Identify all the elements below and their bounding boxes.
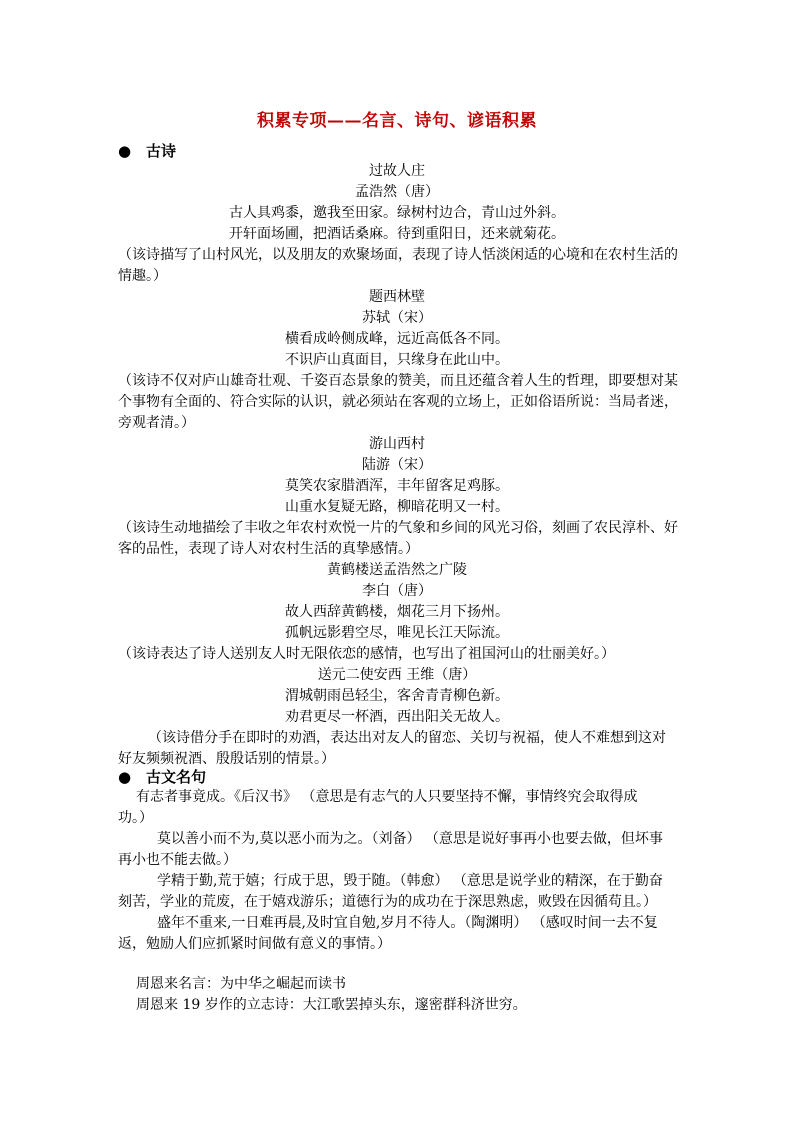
poem-line: 孤帆远影碧空尽，唯见长江天际流。 — [285, 625, 509, 641]
poem-note: （该诗借分手在即时的劝酒，表达出对友人的留恋、关切与祝福，使人不难想到这对 — [148, 730, 666, 746]
poem-title: 黄鹤楼送孟浩然之广陵 — [327, 562, 467, 578]
poem-title: 送元二使安西 王维（唐） — [317, 667, 477, 683]
poem-author: 李白（唐） — [362, 583, 432, 599]
bullet-icon: ● — [118, 142, 132, 160]
quote-line: 盛年不重来,一日难再晨,及时宜自勉,岁月不待人。（陶渊明） （感叹时间一去不复 — [157, 915, 658, 931]
poem-note: 情趣。） — [118, 268, 167, 284]
poem-title: 过故人庄 — [369, 163, 425, 179]
poem-note: 客的品性，表现了诗人对农村生活的真挚感情。） — [118, 541, 419, 557]
quote-line: 刻苦，学业的荒废，在于嬉戏游乐；道德行为的成功在于深思熟虑，败毁在因循苟且。） — [118, 894, 657, 910]
poem-line: 开轩面场圃，把酒话桑麻。待到重阳日，还来就菊花。 — [229, 226, 565, 242]
quote-line: 再小也不能去做。） — [118, 852, 237, 868]
section-heading-label: 古文名句 — [146, 768, 207, 786]
poem-author: 苏轼（宋） — [362, 310, 432, 326]
poem-author: 孟浩然（唐） — [355, 184, 439, 200]
poem-note: 个事物有全面的、符合实际的认识，就必须站在客观的立场上，正如俗语所说：当局者迷， — [118, 394, 678, 410]
poem-note: （该诗描写了山村风光，以及朋友的欢聚场面，表现了诗人恬淡闲适的心境和在农村生活的 — [118, 247, 678, 263]
section-heading-quotes — [118, 766, 206, 787]
poem-line: 故人西辞黄鹤楼，烟花三月下扬州。 — [285, 604, 509, 620]
poem-note: （该诗不仅对庐山雄奇壮观、千姿百态景象的赞美，而且还蕴含着人生的哲理，即要想对某 — [118, 373, 678, 389]
section-heading-label: 古诗 — [146, 142, 177, 160]
quote-line: 莫以善小而不为,莫以恶小而为之。（刘备） （意思是说好事再小也要去做，但坏事 — [157, 831, 663, 847]
poem-note: （该诗表达了诗人送别友人时无限依恋的感情，也写出了祖国河山的壮丽美好。） — [118, 646, 615, 662]
extra-line: 周恩来名言：为中华之崛起而读书 — [136, 976, 346, 992]
poem-line: 劝君更尽一杯酒，西出阳关无故人。 — [285, 709, 509, 725]
quote-line: 有志者事竟成。《后汉书》 （意思是有志气的人只要坚持不懈，事情终究会取得成 — [136, 789, 638, 805]
page-title: 积累专项——名言、诗句、谚语积累 — [257, 111, 537, 131]
poem-author: 陆游（宋） — [362, 457, 432, 473]
poem-line: 山重水复疑无路，柳暗花明又一村。 — [285, 499, 509, 515]
poem-note: 好友频频祝酒、殷殷话别的情景。） — [118, 751, 335, 767]
bullet-icon: ● — [118, 768, 132, 786]
poem-line: 渭城朝雨邑轻尘，客舍青青柳色新。 — [285, 688, 509, 704]
poem-title: 游山西村 — [369, 436, 425, 452]
section-heading-poems — [118, 140, 176, 161]
poem-line: 横看成岭侧成峰，远近高低各不同。 — [285, 331, 509, 347]
poem-title: 题西林壁 — [369, 289, 425, 305]
poem-line: 古人具鸡黍，邀我至田家。绿树村边合，青山过外斜。 — [229, 205, 565, 221]
quote-line: 返，勉励人们应抓紧时间做有意义的事情。） — [118, 936, 391, 952]
quote-line: 功。） — [118, 810, 153, 826]
poem-note: 旁观者清。） — [118, 415, 195, 431]
extra-line: 周恩来 19 岁作的立志诗：大江歌罢掉头东，邃密群科济世穷。 — [136, 997, 527, 1013]
poem-line: 莫笑农家腊酒浑，丰年留客足鸡豚。 — [285, 478, 509, 494]
quote-line: 学精于勤,荒于嬉；行成于思，毁于随。（韩愈） （意思是说学业的精深，在于勤奋 — [157, 873, 663, 889]
poem-note: （该诗生动地描绘了丰收之年农村欢悦一片的气象和乡间的风光习俗，刻画了农民淳朴、好 — [118, 520, 678, 536]
poem-line: 不识庐山真面目，只缘身在此山中。 — [285, 352, 509, 368]
